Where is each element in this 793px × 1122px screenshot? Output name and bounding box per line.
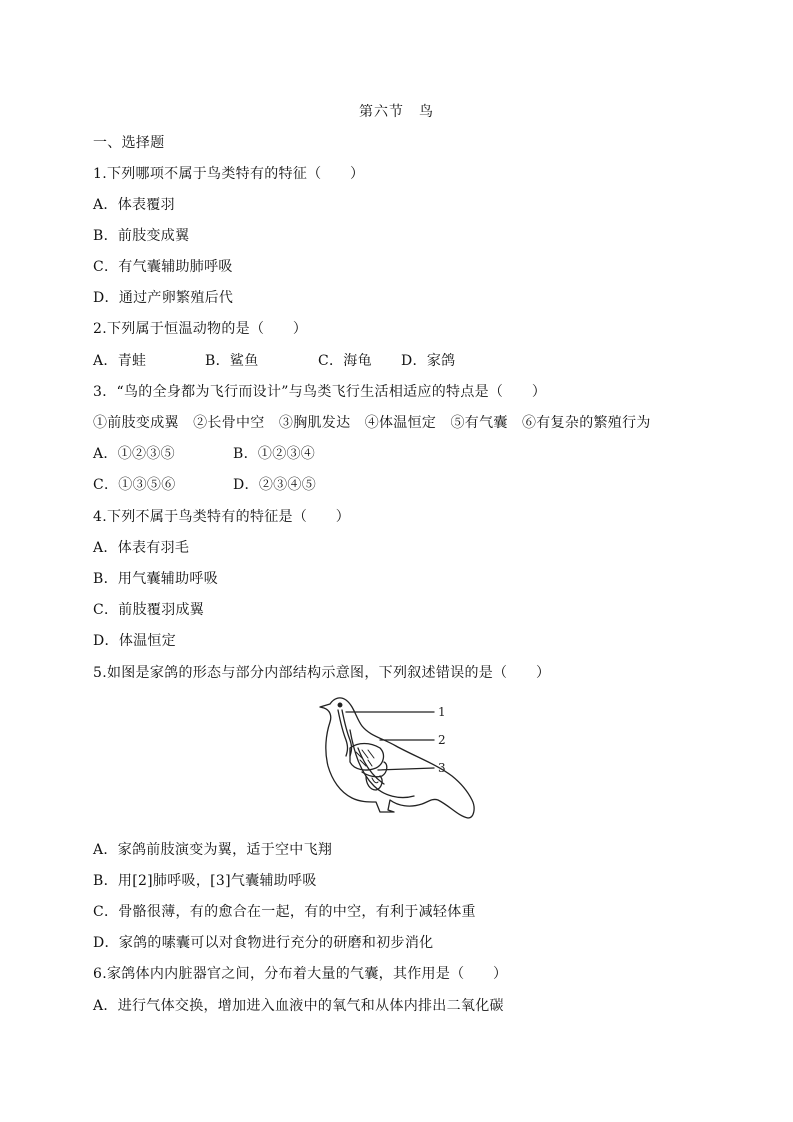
question-5-option-a: A．家鸽前肢演变为翼，适于空中飞翔 bbox=[93, 842, 333, 858]
question-6-option-a: A．进行气体交换，增加进入血液中的氧气和从体内排出二氧化碳 bbox=[93, 998, 504, 1014]
question-5-option-b: B．用[2]肺呼吸，[3]气囊辅助呼吸 bbox=[93, 873, 317, 889]
figure-label-3: 3 bbox=[438, 761, 446, 775]
section-heading: 一、选择题 bbox=[93, 135, 165, 151]
question-5-option-c: C．骨骼很薄，有的愈合在一起，有的中空，有利于减轻体重 bbox=[93, 904, 476, 920]
question-5-stem: 5.如图是家鸽的形态与部分内部结构示意图，下列叙述错误的是（ ） bbox=[93, 665, 551, 681]
question-1-stem: 1.下列哪项不属于鸟类特有的特征（ ） bbox=[93, 166, 365, 182]
question-3-option-c: C．①③⑤⑥ bbox=[93, 477, 176, 493]
question-2-stem: 2.下列属于恒温动物的是（ ） bbox=[93, 321, 308, 337]
figure-label-2: 2 bbox=[438, 733, 446, 747]
question-4-option-c: C．前肢覆羽成翼 bbox=[93, 602, 205, 618]
question-3-option-d: D．②③④⑤ bbox=[233, 477, 317, 493]
question-4-option-d: D．体温恒定 bbox=[93, 633, 177, 649]
question-5-option-d: D．家鸽的嗉囊可以对食物进行充分的研磨和初步消化 bbox=[93, 935, 434, 951]
page-title: 第六节 鸟 bbox=[359, 104, 434, 120]
question-1-option-c: C．有气囊辅助肺呼吸 bbox=[93, 259, 233, 275]
question-2-option-d: D．家鸽 bbox=[401, 353, 456, 369]
figure-label-1: 1 bbox=[438, 705, 446, 719]
question-3-option-b: B．①②③④ bbox=[233, 446, 316, 462]
question-3-stem: 3．“鸟的全身都为飞行而设计”与鸟类飞行生活相适应的特点是（ ） bbox=[93, 384, 547, 400]
question-4-stem: 4.下列不属于鸟类特有的特征是（ ） bbox=[93, 509, 351, 525]
question-6-stem: 6.家鸽体内内脏器官之间，分布着大量的气囊，其作用是（ ） bbox=[93, 966, 508, 982]
pigeon-structure-diagram bbox=[310, 692, 500, 832]
question-2-option-b: B．鲨鱼 bbox=[205, 353, 259, 369]
question-4-option-a: A．体表有羽毛 bbox=[93, 540, 190, 556]
question-3-option-a: A．①②③⑤ bbox=[93, 446, 175, 462]
question-2-option-a: A．青蛙 bbox=[93, 353, 147, 369]
question-3-features: ①前肢变成翼 ②长骨中空 ③胸肌发达 ④体温恒定 ⑤有气囊 ⑥有复杂的繁殖行为 bbox=[93, 415, 651, 431]
question-1-option-d: D．通过产卵繁殖后代 bbox=[93, 290, 234, 306]
question-4-option-b: B．用气囊辅助呼吸 bbox=[93, 571, 218, 587]
question-1-option-a: A．体表覆羽 bbox=[93, 197, 175, 213]
question-1-option-b: B．前肢变成翼 bbox=[93, 228, 190, 244]
question-2-option-c: C．海龟 bbox=[318, 353, 372, 369]
